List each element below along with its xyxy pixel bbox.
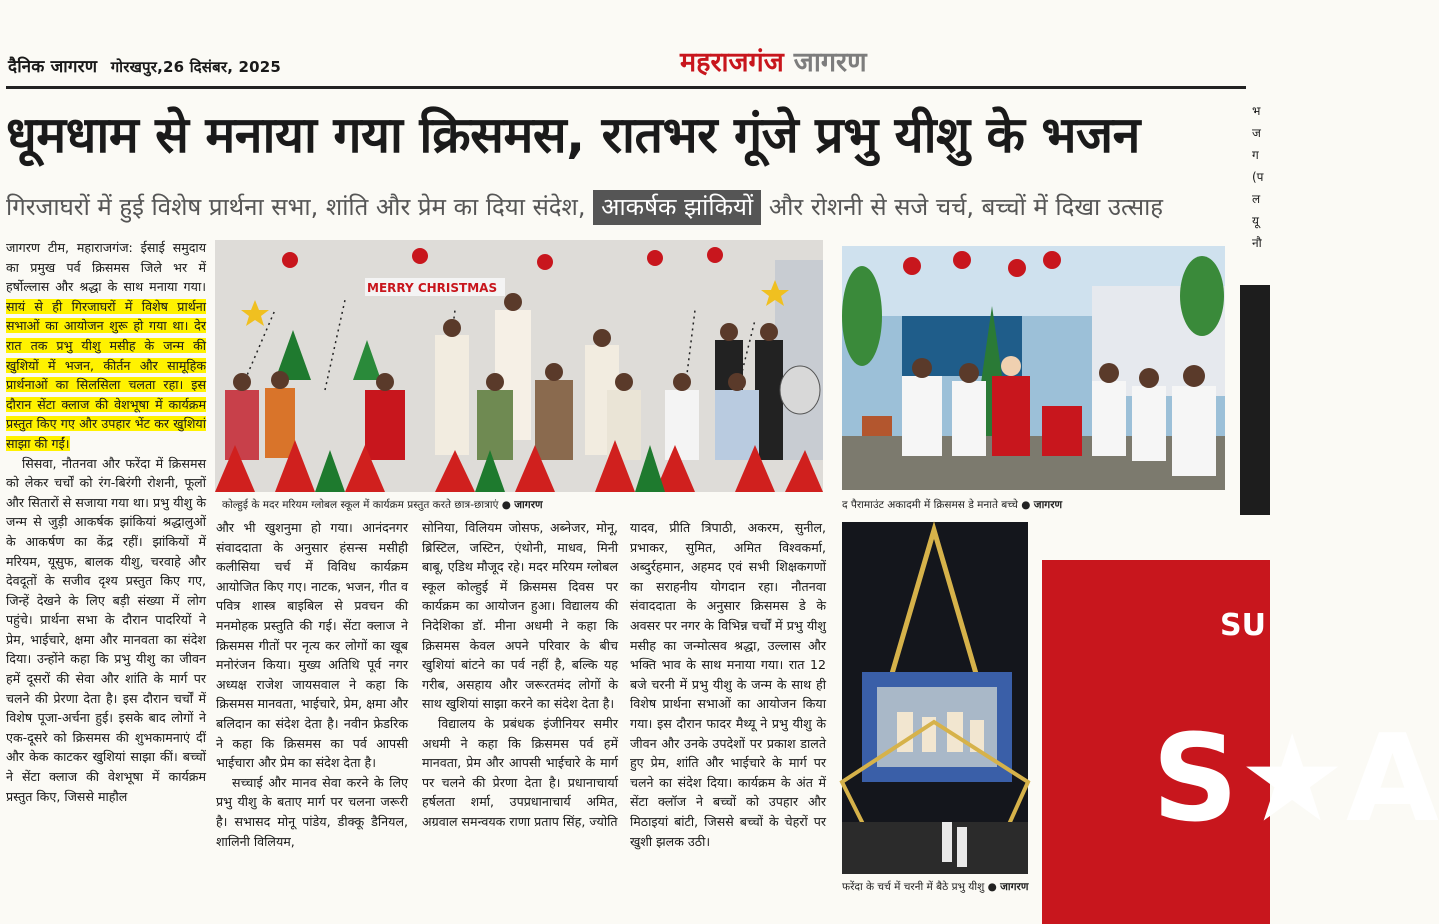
photo-banner-text: MERRY CHRISTMAS: [367, 281, 498, 295]
photo-church-nativity-caption: [842, 880, 1028, 894]
caption-text: द पैरामाउंट अकादमी में क्रिसमस डे मनाते बच्चे: [842, 499, 1018, 511]
section-title: [680, 42, 867, 79]
col1-intro: जागरण टीम, महाराजगंज: ईसाई समुदाय का प्रमुख पर्व क्रिसमस जिले भर में हर्षोल्लास और श्रद्धा के साथ मनाया गया।: [6, 240, 206, 295]
col2-paragraph-1: और भी खुशनुमा हो गया। आनंदनगर संवाददाता के अनुसार हंसन्स मसीही कलीसिया चर्च में विविध कार्यक्रम आयोजित किए गए। नाटक, भजन, गीत व पवित्र शास्त्र बाइबिल से प्रवचन की मनमोहक प्रस्तुति की गई। सेंटा क्लाज ने क्रिसमस गीतों पर नृत्य कर लोगों का खूब मनोरंजन किया। मुख्य अतिथि पूर्व नगर अध्यक्ष राजेश जायसवाल ने कहा कि क्रिसमस मानवता, भाईचारे, प्रेम, क्षमा और बलिदान का संदेश देता है। नवीन फ्रेडरिक ने कहा कि क्रिसमस का पर्व आपसी भाईचारा और प्रेम का संदेश देता है।: [216, 520, 409, 771]
article-column-1: [6, 238, 206, 924]
subhead-before: गिरजाघरों में हुई विशेष प्रार्थना सभा, शांति और प्रेम का दिया संदेश,: [6, 193, 586, 221]
photo-credit: जागरण: [1000, 881, 1029, 893]
camera-dot-icon: ●: [501, 499, 511, 511]
date-line: गोरखपुर,26 दिसंबर, 2025: [110, 58, 282, 76]
masthead-rule: [6, 86, 1246, 89]
photo-church-nativity: [842, 522, 1028, 874]
photo-credit: जागरण: [1033, 499, 1063, 511]
photo-credit: जागरण: [514, 499, 543, 511]
article-column-3: [422, 518, 618, 924]
photo-paramount-academy-image: [842, 246, 1225, 490]
ad-text-2: S★A: [1152, 710, 1439, 849]
camera-dot-icon: ●: [987, 881, 997, 893]
section-title-red: महराजगंज: [680, 47, 784, 78]
caption-text: कोल्हुई के मदर मरियम ग्लोबल स्कूल में कार्यक्रम प्रस्तुत करते छात्र-छात्राएं: [222, 499, 499, 511]
advertisement-red: [1042, 560, 1439, 924]
subheadline: [6, 190, 1246, 225]
caption-text: फरेंदा के चर्च में चरनी में बैठे प्रभु यीशु: [842, 881, 985, 893]
advertisement-dark: [1240, 285, 1270, 515]
photo-school-program: [215, 240, 823, 492]
subhead-after: और रोशनी से सजे चर्च, बच्चों में दिखा उत्साह: [768, 193, 1164, 221]
photo-paramount-academy: [842, 246, 1225, 490]
col2-paragraph-2: सच्चाई और मानव सेवा करने के लिए प्रभु यीशु के बताए मार्ग पर चलना जरूरी है। सभासद मोनू पांडेय, डीक्कू डैनियल, शालिनी विलियम,: [216, 774, 408, 849]
headline: धूमधाम से मनाया गया क्रिसमस, रातभर गूंजे प्रभु यीशु के भजन: [6, 106, 1140, 164]
col1-paragraph-2: सिसवा, नौतनवा और फरेंदा में क्रिसमस को लेकर चर्चों को रंग-बिरंगी रोशनी, फूलों और सितारों से सजाया गया था। प्रभु यीशु के जन्म से जुड़ी आकर्षक झांकियां श्रद्धालुओं के आकर्षण का केंद्र रहीं। झांकियों में मरियम, यूसुफ, बालक यीशु, चरवाहे और देवदूतों के सजीव दृश्य प्रस्तुत किए गए, जिन्हें देखने के लिए बड़ी संख्या में लोग पहुंचे। प्रार्थना सभा के दौरान पादरियों ने प्रेम, भाईचारे, क्षमा और मानवता का संदेश दिया। उन्होंने कहा कि प्रभु यीशु का जीवन हमें दूसरों की सेवा और शांति के मार्ग पर चलने की प्रेरणा देता है। इस दौरान चर्चों में विशेष पूजा-अर्चना हुई। इसके बाद लोगों ने एक-दूसरे को क्रिसमस की शुभकामनाएं दीं और केक काटकर खुशियां साझा कीं। बच्चों ने सेंटा क्लाज की वेशभूषा में कार्यक्रम प्रस्तुत किए, जिससे माहौल: [6, 455, 206, 804]
photo-paramount-academy-caption: [842, 498, 1062, 512]
photo-school-program-caption: [222, 498, 543, 512]
col3-paragraph-1: सोनिया, विलियम जोसफ, अब्नेजर, मोनू, ब्रिस्टिल, जस्टिन, एंथोनी, माधव, मिनी बाबू, एडिथ मौजूद रहे। मदर मरियम ग्लोबल स्कूल कोल्हुई में क्रिसमस दिवस पर कार्यक्रम का आयोजन हुआ। विद्यालय की निदेशिका डॉ. मीना अधमी ने कहा कि क्रिसमस केवल अपने परिवार के बीच खुशियां बांटने का पर्व नहीं है, बल्कि यह गरीब, असहाय और जरूरतमंद लोगों के साथ खुशियां साझा करने का संदेश देता है।: [422, 520, 618, 712]
ad-text-1: SU: [1220, 608, 1266, 643]
masthead-date-line: [8, 54, 281, 77]
paper-name: दैनिक जागरण: [8, 57, 98, 77]
section-title-gray: जागरण: [793, 47, 867, 78]
subhead-boxed: आकर्षक झांकियों: [593, 190, 761, 225]
col4-paragraph-1: यादव, प्रीति त्रिपाठी, अकरम, सुनील, प्रभाकर, सुमित, अमित विश्वकर्मा, अब्दुर्रहमान, अहमद एवं सभी शिक्षकगणों का सराहनीय योगदान रहा। नौतनवा संवाददाता के अनुसार क्रिसमस डे के अवसर पर नगर के विभिन्न चर्चों में प्रभु यीशु मसीह का जन्मोत्सव श्रद्धा, उल्लास और भक्ति भाव के साथ मनाया गया। रात 12 बजे चरनी में प्रभु यीशु के जन्म के साथ ही विशेष प्रार्थना सभाओं का आयोजन किया गया। इस दौरान फादर मैथ्यू ने प्रभु यीशु के जीवन और उनके उपदेशों पर प्रकाश डालते हुए प्रेम, शांति और भाईचारे के मार्ग पर चलने का संदेश दिया। कार्यक्रम के अंत में सेंटा क्लॉज ने बच्चों को उपहार और मिठाइयां बांटी, जिससे बच्चों के चेहरों पर खुशी झलक उठी।: [630, 520, 826, 849]
article-column-4: [630, 518, 826, 924]
col1-highlight: सायं से ही गिरजाघरों में विशेष प्रार्थना सभाओं का आयोजन शुरू हो गया था। देर रात तक प्रभु यीशु मसीह के जन्म की खुशियों में भजन, कीर्तन और सामूहिक प्रार्थनाओं का सिलसिला चलता रहा। इस दौरान सेंटा क्लाज की वेशभूषा में कार्यक्रम प्रस्तुत किए गए और उपहार भेंट कर खुशियां साझा की गईं।: [6, 298, 206, 451]
camera-dot-icon: ●: [1021, 499, 1031, 511]
article-column-2: [216, 518, 408, 924]
col3-paragraph-2: विद्यालय के प्रबंधक इंजीनियर समीर अधमी ने कहा कि क्रिसमस पर्व हमें मानवता, प्रेम और आपसी भाईचारे के मार्ग पर चलने की प्रेरणा देता है। प्रधानाचार्या हर्षलता शर्मा, उपप्रधानाचार्य अमित, अग्रवाल समन्वयक राणा प्रताप सिंह, ज्योति: [422, 715, 618, 829]
photo-school-program-image: [215, 240, 823, 492]
photo-church-nativity-image: [842, 522, 1028, 874]
adjacent-article-strip: भ ज ग (प ल यू नौ: [1252, 104, 1264, 250]
